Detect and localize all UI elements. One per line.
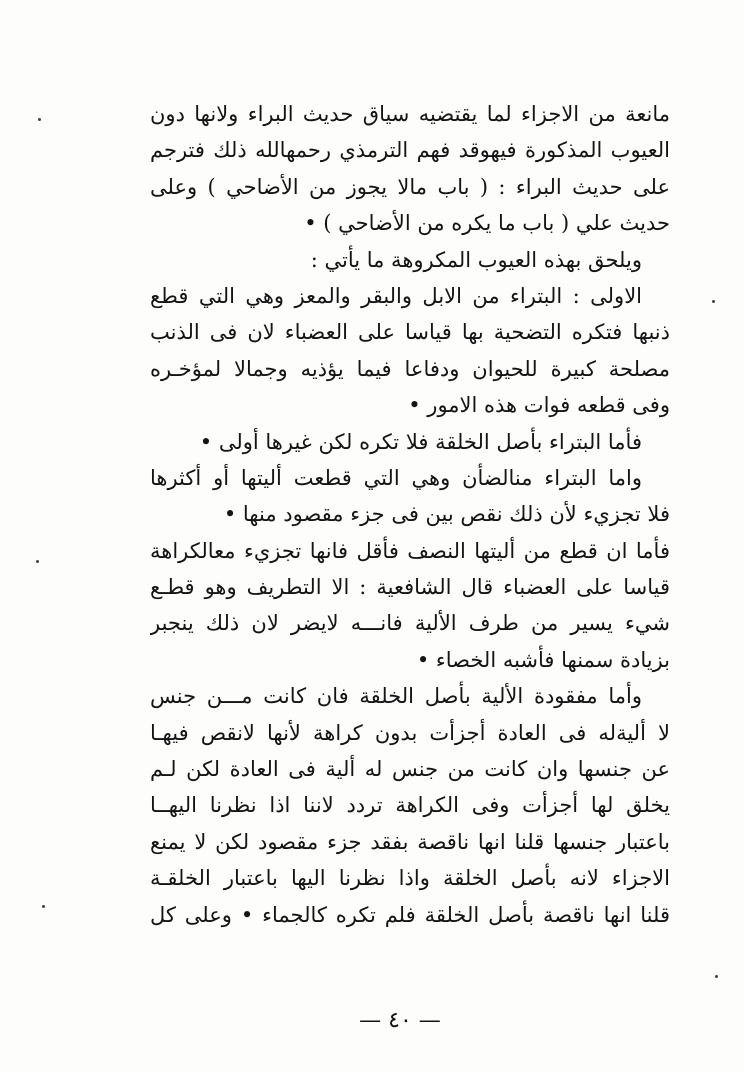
scan-speck [715,975,718,978]
text-line: شيء يسير من طرف الألية فانـــه لايضر لان ذلك ينجبر [150,611,670,636]
text-line: ذنبها فتكره التضحية بها قياسا على العضباء لان فى الذنب [150,320,670,345]
scan-speck [38,118,41,121]
text-line: فأما البتراء بأصل الخلقة فلا تكره لكن غيرها أولى • [199,429,642,454]
text-line: باعتبار جنسها قلنا انها ناقصة بفقد جزء مقصود لكن لا يمنع [150,829,670,854]
text-line: ويلحق بهذه العيوب المكروهة ما يأتي : [310,247,642,272]
text-line: مصلحة كبيرة للحيوان ودفاعا فيما يؤذيه وجمالا لمؤخـره [150,356,670,381]
text-line: الاجزاء لانه بأصل الخلقة واذا نظرنا اليها باعتبار الخلقـة [150,866,670,891]
text-line: قياسا على العضباء قال الشافعية : الا التطريف وهو قطـع [150,575,670,600]
body-text [150,96,670,933]
text-line: مانعة من الاجزاء لما يقتضيه سياق حديث البراء ولانها دون [150,102,670,126]
text-line: فلا تجزيء لأن ذلك نقص بين فى جزء مقصود منها • [223,502,670,527]
text-line: حديث علي ( باب ما يكره من الأضاحي ) • [304,211,670,236]
text-line: يخلق لها أجزأت وفى الكراهة تردد لاننا اذا نظرنا اليهــا [150,793,670,818]
text-line: قلنا انها ناقصة بأصل الخلقة فلم تكره كالجماء • وعلى كل [150,902,670,927]
text-line: عن جنسها وان كانت من جنس له ألية فى العادة لكن لـم [150,757,670,782]
text-line: بزيادة سمنها فأشبه الخصاء • [416,647,670,672]
scan-speck [36,560,39,563]
page-number: — ٤٠ — [359,1008,441,1033]
text-line: الاولى : البتراء من الابل والبقر والمعز وهي التي قطع [150,283,642,308]
text-line: واما البتراء منالضأن وهي التي قطعت أليتها أو أكثرها [150,465,642,490]
scan-speck [712,300,715,303]
text-line: لا أليةله فى العادة أجزأت بدون كراهة لأنها لانقص فيهـا [150,720,670,745]
text-line: وأما مفقودة الألية بأصل الخلقة فان كانت مـــن جنس [150,684,642,709]
text-line: فأما ان قطع من أليتها النصف فأقل فانها تجزيء معالكراهة [150,538,670,563]
scan-speck [42,905,45,908]
text-line: على حديث البراء : ( باب مالا يجوز من الأضاحي ) وعلى [150,174,670,199]
text-line: العيوب المذكورة فيهوقد فهم الترمذي رحمهالله ذلك فترجم [150,138,670,163]
text-line: وفى قطعه فوات هذه الامور • [408,393,670,418]
